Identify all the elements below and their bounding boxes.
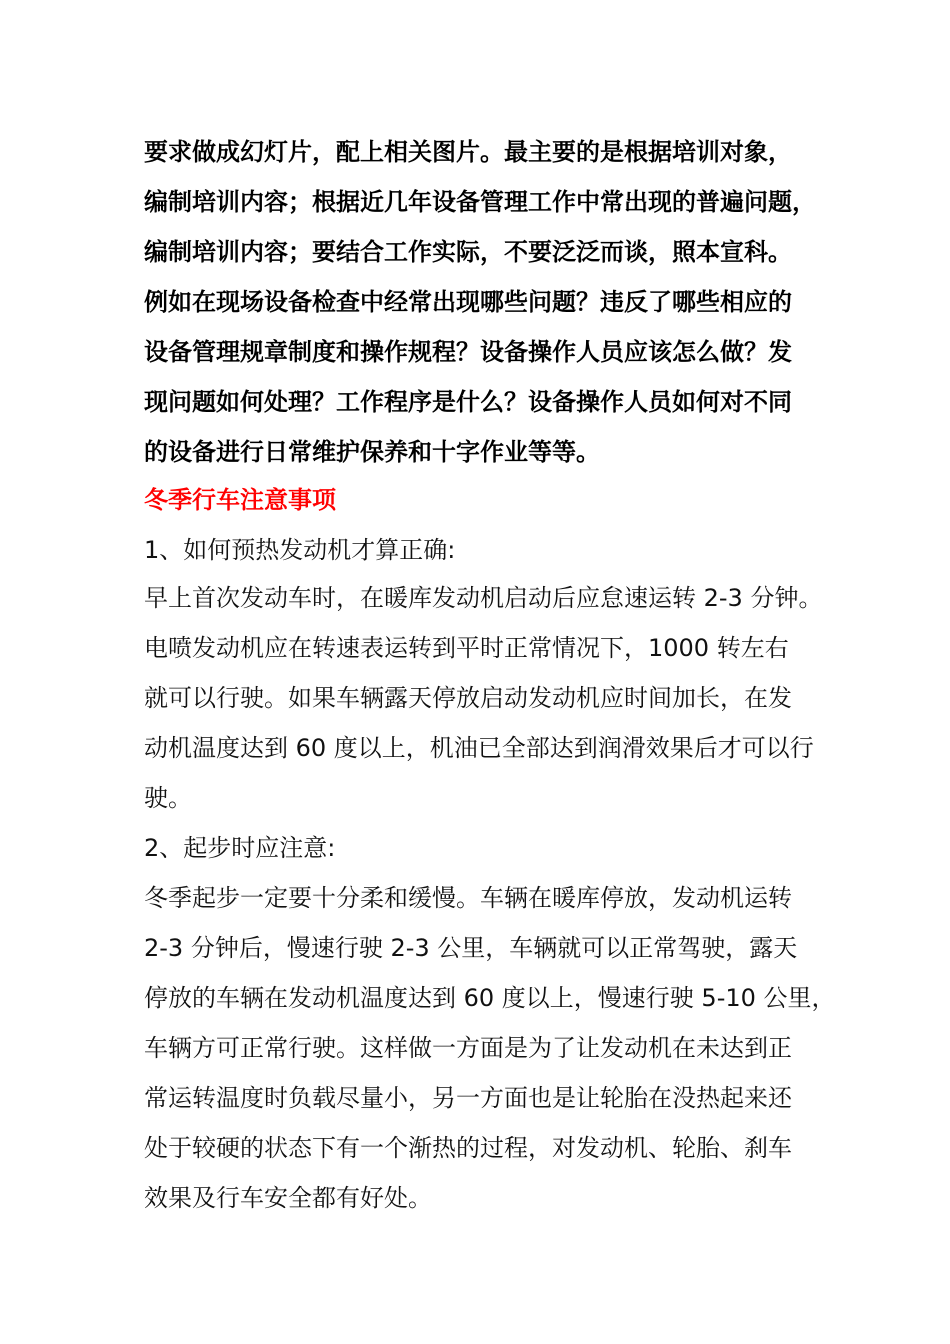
item1-line: 电喷发动机应在转速表运转到平时正常情况下，1000 转左右 (144, 634, 789, 662)
intro-line: 现问题如何处理？工作程序是什么？设备操作人员如何对不同 (144, 388, 792, 416)
item1-line: 驶。 (144, 784, 192, 812)
intro-line: 编制培训内容；要结合工作实际，不要泛泛而谈，照本宣科。 (144, 238, 792, 266)
item2-line: 常运转温度时负载尽量小，另一方面也是让轮胎在没热起来还 (144, 1084, 792, 1112)
section-title: 冬季行车注意事项 (144, 486, 336, 514)
intro-line: 的设备进行日常维护保养和十字作业等等。 (144, 438, 600, 466)
intro-line: 要求做成幻灯片，配上相关图片。最主要的是根据培训对象， (144, 138, 792, 166)
item1-line: 动机温度达到 60 度以上，机油已全部达到润滑效果后才可以行 (144, 734, 814, 762)
intro-line: 例如在现场设备检查中经常出现哪些问题？违反了哪些相应的 (144, 288, 792, 316)
item2-line: 2-3 分钟后，慢速行驶 2-3 公里，车辆就可以正常驾驶，露天 (144, 934, 798, 962)
item2-line: 效果及行车安全都有好处。 (144, 1184, 432, 1212)
intro-line: 设备管理规章制度和操作规程？设备操作人员应该怎么做？发 (144, 338, 792, 366)
item2-heading: 2、起步时应注意: (144, 834, 336, 862)
item2-line: 处于较硬的状态下有一个渐热的过程，对发动机、轮胎、刹车 (144, 1134, 792, 1162)
item1-line: 就可以行驶。如果车辆露天停放启动发动机应时间加长，在发 (144, 684, 792, 712)
item1-line: 早上首次发动车时，在暖库发动机启动后应怠速运转 2-3 分钟。 (144, 584, 823, 612)
item2-line: 停放的车辆在发动机温度达到 60 度以上，慢速行驶 5-10 公里， (144, 984, 836, 1012)
item1-heading: 1、如何预热发动机才算正确: (144, 536, 456, 564)
item2-line: 冬季起步一定要十分柔和缓慢。车辆在暖库停放，发动机运转 (144, 884, 792, 912)
item2-line: 车辆方可正常行驶。这样做一方面是为了让发动机在未达到正 (144, 1034, 792, 1062)
intro-line: 编制培训内容；根据近几年设备管理工作中常出现的普遍问题， (144, 188, 816, 216)
